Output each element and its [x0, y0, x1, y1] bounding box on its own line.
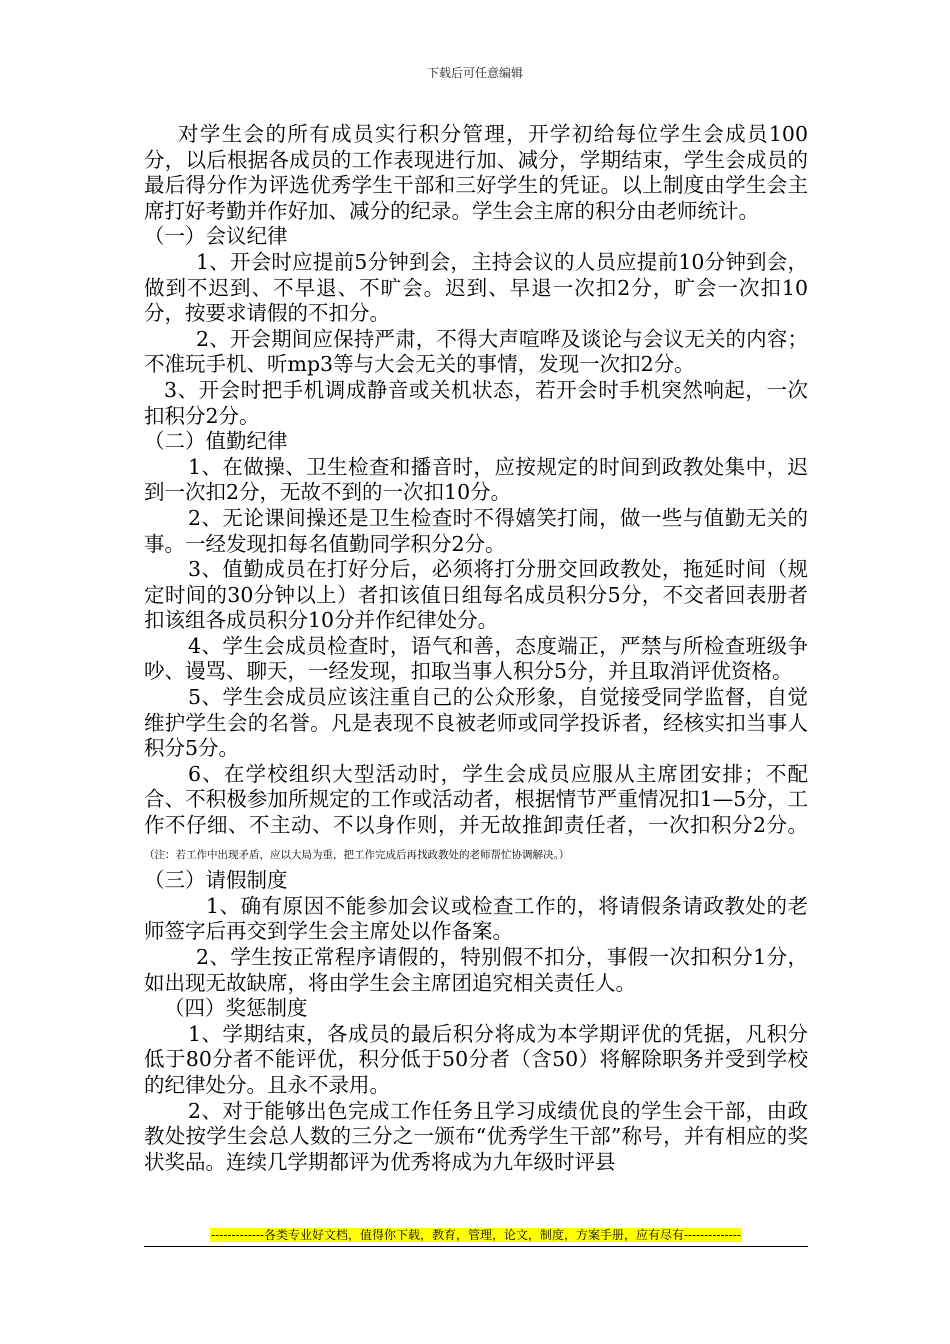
section-heading-duty: （二）值勤纪律 — [144, 429, 288, 454]
footer-rule — [144, 1246, 808, 1247]
duty-rule-1: 1、在做操、卫生检查和播音时，应按规定的时间到政教处集中，迟到一次扣2分，无故不到的一次扣10分。 — [144, 454, 808, 505]
intro-paragraph: 对学生会的所有成员实行积分管理，开学初给每位学生会成员100分，以后根据各成员的工作表现进行加、减分，学期结束，学生会成员的最后得分作为评选优秀学生干部和三好学生的凭证。以上制度由学生会主席打好考勤并作好加、减分的纪录。学生会主席的积分由老师统计。 — [144, 122, 808, 223]
meeting-rule-1: 1、开会时应提前5分钟到会，主持会议的人员应提前10分钟到会，做到不迟到、不早退、不旷会。迟到、早退一次扣2分，旷会一次扣10分，按要求请假的不扣分。 — [144, 249, 808, 326]
duty-rule-6-text: 6、在学校组织大型活动时，学生会成员应服从主席团安排；不配合、不积极参加所规定的工作或活动者，根据情节严重情况扣1—5分，工作不仔细、不主动、不以身作则，并无故推卸责任者，一次扣积分2分。 — [144, 761, 808, 838]
leave-rule-1: 1、确有原因不能参加会议或检查工作的，将请假条请政教处的老师签字后再交到学生会主席处以作备案。 — [144, 893, 808, 944]
section-heading-leave: （三）请假制度 — [144, 868, 288, 893]
section-heading-reward: （四）奖惩制度 — [164, 996, 308, 1021]
duty-rule-2: 2、无论课间操还是卫生检查时不得嬉笑打闹，做一些与值勤无关的事。一经发现扣每名值勤同学积分2分。 — [144, 505, 808, 556]
reward-rule-1: 1、学期结束，各成员的最后积分将成为本学期评优的凭据，凡积分低于80分者不能评优，积分低于50分者（含50）将解除职务并受到学校的纪律处分。且永不录用。 — [144, 1021, 808, 1097]
page-header: 下载后可任意编辑 — [426, 66, 523, 80]
meeting-rule-2: 2、开会期间应保持严肃，不得大声喧哗及谈论与会议无关的内容；不准玩手机、听mp3等与大会无关的事情，发现一次扣2分。 — [144, 326, 808, 377]
page-footer — [144, 1227, 808, 1243]
duty-rule-4: 4、学生会成员检查时，语气和善，态度端正，严禁与所检查班级争吵、谩骂、聊天，一经发现，扣取当事人积分5分，并且取消评优资格。 — [144, 633, 808, 684]
meeting-rule-3: 3、开会时把手机调成静音或关机状态，若开会时手机突然响起，一次扣积分2分。 — [144, 377, 808, 428]
duty-rule-5: 5、学生会成员应该注重自己的公众形象，自觉接受同学监督，自觉维护学生会的名誉。凡是表现不良被老师或同学投诉者，经核实扣当事人积分5分。 — [144, 685, 808, 761]
reward-rule-2: 2、对于能够出色完成工作任务且学习成绩优良的学生会干部，由政教处按学生会总人数的三分之一颁布“优秀学生干部”称号，并有相应的奖状奖品。连续几学期都评为优秀将成为九年级时评县 — [144, 1098, 808, 1174]
duty-rule-6 — [144, 762, 808, 864]
footer-banner-text: -------------各类专业好文档，值得你下载，教育，管理，论文，制度，方案手册，应有尽有-------------- — [211, 1228, 741, 1242]
leave-rule-2: 2、学生按正常程序请假的，特别假不扣分，事假一次扣积分1分，如出现无故缺席，将由学生会主席团追究相关责任人。 — [144, 945, 808, 995]
section-heading-meeting: （一）会议纪律 — [144, 224, 288, 249]
duty-rule-3: 3、值勤成员在打好分后，必须将打分册交回政教处，拖延时间（规定时间的30分钟以上）者扣该值日组每名成员积分5分，不交者回表册者扣该组各成员积分10分并作纪律处分。 — [144, 557, 808, 633]
duty-note: （注：若工作中出现矛盾，应以大局为重，把工作完成后再找政教处的老师帮忙协调解决。） — [144, 848, 570, 861]
document-body — [144, 122, 808, 1175]
